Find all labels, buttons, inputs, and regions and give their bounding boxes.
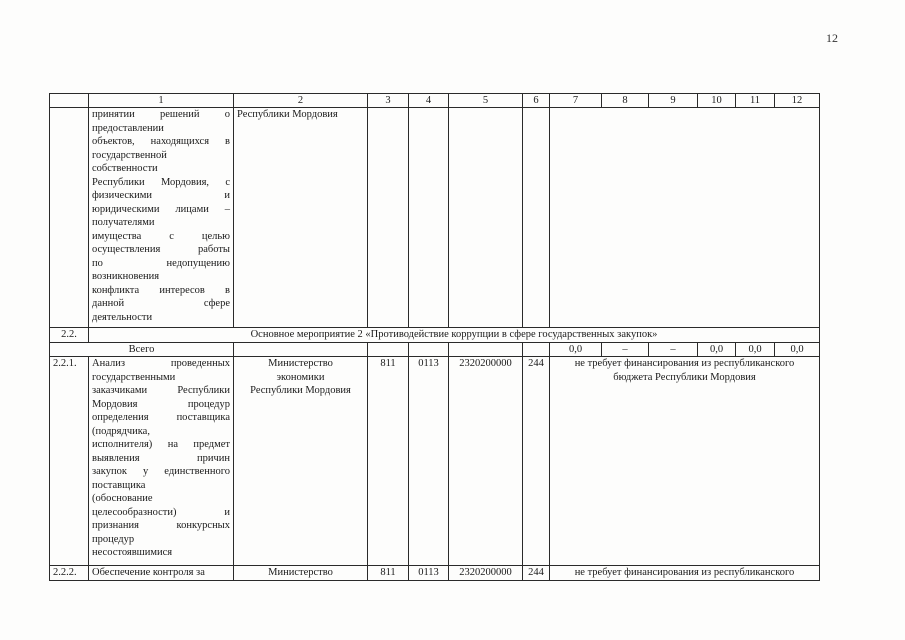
header-cell: 7 (550, 94, 602, 108)
vr-cell: 244 (523, 357, 550, 566)
row-number: 2.2.1. (50, 357, 89, 566)
table-row-2-2-2 (50, 566, 820, 581)
description-line: предоставлении (92, 122, 164, 134)
header-cell: 3 (368, 94, 409, 108)
description-line: деятельности (92, 311, 153, 323)
grbs-cell: 811 (368, 566, 409, 581)
header-cell-number (50, 94, 89, 108)
description-line: процедур (92, 533, 135, 545)
rzpr-cell (409, 108, 449, 328)
total-vr (523, 342, 550, 357)
csr-cell: 2320200000 (449, 566, 523, 581)
total-value-12: 0,0 (775, 342, 820, 357)
description-line: Мордовия процедур (92, 398, 230, 410)
page-number: 12 (826, 31, 838, 45)
header-row (50, 94, 820, 108)
description-line: закупок у единственного (92, 466, 230, 477)
header-cell: 12 (775, 94, 820, 108)
total-value-8: – (602, 342, 649, 357)
description-line: получателями (92, 217, 155, 228)
description-line: физическими и (92, 190, 230, 201)
header-cell: 8 (602, 94, 649, 108)
description-line: Анализ проведенных (92, 358, 230, 369)
executor-line: Министерство (268, 358, 333, 369)
rzpr-cell: 0113 (409, 357, 449, 566)
description-line: исполнителя) на предмет (92, 439, 230, 450)
vr-cell: 244 (523, 566, 550, 581)
total-value-9: – (649, 342, 698, 357)
header-cell: 4 (409, 94, 449, 108)
description-line: (обоснование (92, 493, 153, 504)
description-line: выявления причин (92, 452, 230, 464)
finance-note: не требует финансирования из республиканского (550, 566, 820, 581)
header-cell: 9 (649, 94, 698, 108)
executor-cell (234, 357, 368, 566)
total-value-10: 0,0 (698, 342, 736, 357)
executor-line: Республики Мордовия (250, 385, 351, 396)
header-cell: 6 (523, 94, 550, 108)
executor-cell: Министерство (234, 566, 368, 581)
vr-cell (523, 108, 550, 328)
description-line: возникновения (92, 271, 160, 282)
finance-note (550, 357, 820, 566)
description-line: определения поставщика (92, 412, 230, 423)
header-cell: 10 (698, 94, 736, 108)
total-value-7: 0,0 (550, 342, 602, 357)
description-line: данной сфере (92, 298, 230, 309)
description-line: юридическими лицами – (92, 203, 230, 215)
section-title: Основное мероприятие 2 «Противодействие коррупции в сфере государственных закупок» (89, 328, 820, 343)
description-cell: Обеспечение контроля за (89, 566, 234, 581)
csr-cell: 2320200000 (449, 357, 523, 566)
csr-cell (449, 108, 523, 328)
description-line: собственности (92, 163, 158, 174)
finance-cell (550, 108, 820, 328)
description-line: объектов, находящихся в (92, 136, 230, 147)
table-row-2-2-1 (50, 357, 820, 566)
description-line: по недопущению (92, 257, 230, 269)
description-line: несостоявшимися (92, 547, 173, 558)
description-line: осуществления работы (92, 244, 230, 255)
total-csr (449, 342, 523, 357)
rzpr-cell: 0113 (409, 566, 449, 581)
executor-line: экономики (276, 371, 325, 383)
section-row (50, 328, 820, 343)
header-cell: 11 (736, 94, 775, 108)
total-row (50, 342, 820, 357)
table-row-continued (50, 108, 820, 328)
description-line: государственной (92, 149, 167, 161)
description-line: заказчиками Республики (92, 385, 230, 396)
header-cell: 2 (234, 94, 368, 108)
description-line: признания конкурсных (92, 520, 230, 531)
description-line: принятии решений о (92, 109, 230, 120)
description-line: Республики Мордовия, с (92, 176, 230, 188)
grbs-cell (368, 108, 409, 328)
total-value-11: 0,0 (736, 342, 775, 357)
header-cell: 5 (449, 94, 523, 108)
total-label: Всего (50, 342, 234, 357)
description-cell (89, 357, 234, 566)
program-table (49, 93, 820, 581)
grbs-cell: 811 (368, 357, 409, 566)
section-number: 2.2. (50, 328, 89, 343)
executor-cell: Республики Мордовия (234, 108, 368, 328)
number-cell (50, 108, 89, 328)
description-line: конфликта интересов в (92, 284, 230, 296)
finance-note-line: не требует финансирования из республиканского (574, 358, 795, 369)
finance-note-line: бюджета Республики Мордовия (613, 371, 756, 383)
description-line: (подрядчика, (92, 425, 150, 437)
total-grbs (368, 342, 409, 357)
description-line: имущества с целью (92, 230, 230, 242)
row-number: 2.2.2. (50, 566, 89, 581)
description-line: поставщика (92, 479, 146, 491)
description-line: государственными (92, 371, 176, 383)
header-cell: 1 (89, 94, 234, 108)
description-line: целесообразности) и (92, 506, 230, 518)
total-executor (234, 342, 368, 357)
description-cell (89, 108, 234, 328)
total-rzpr (409, 342, 449, 357)
